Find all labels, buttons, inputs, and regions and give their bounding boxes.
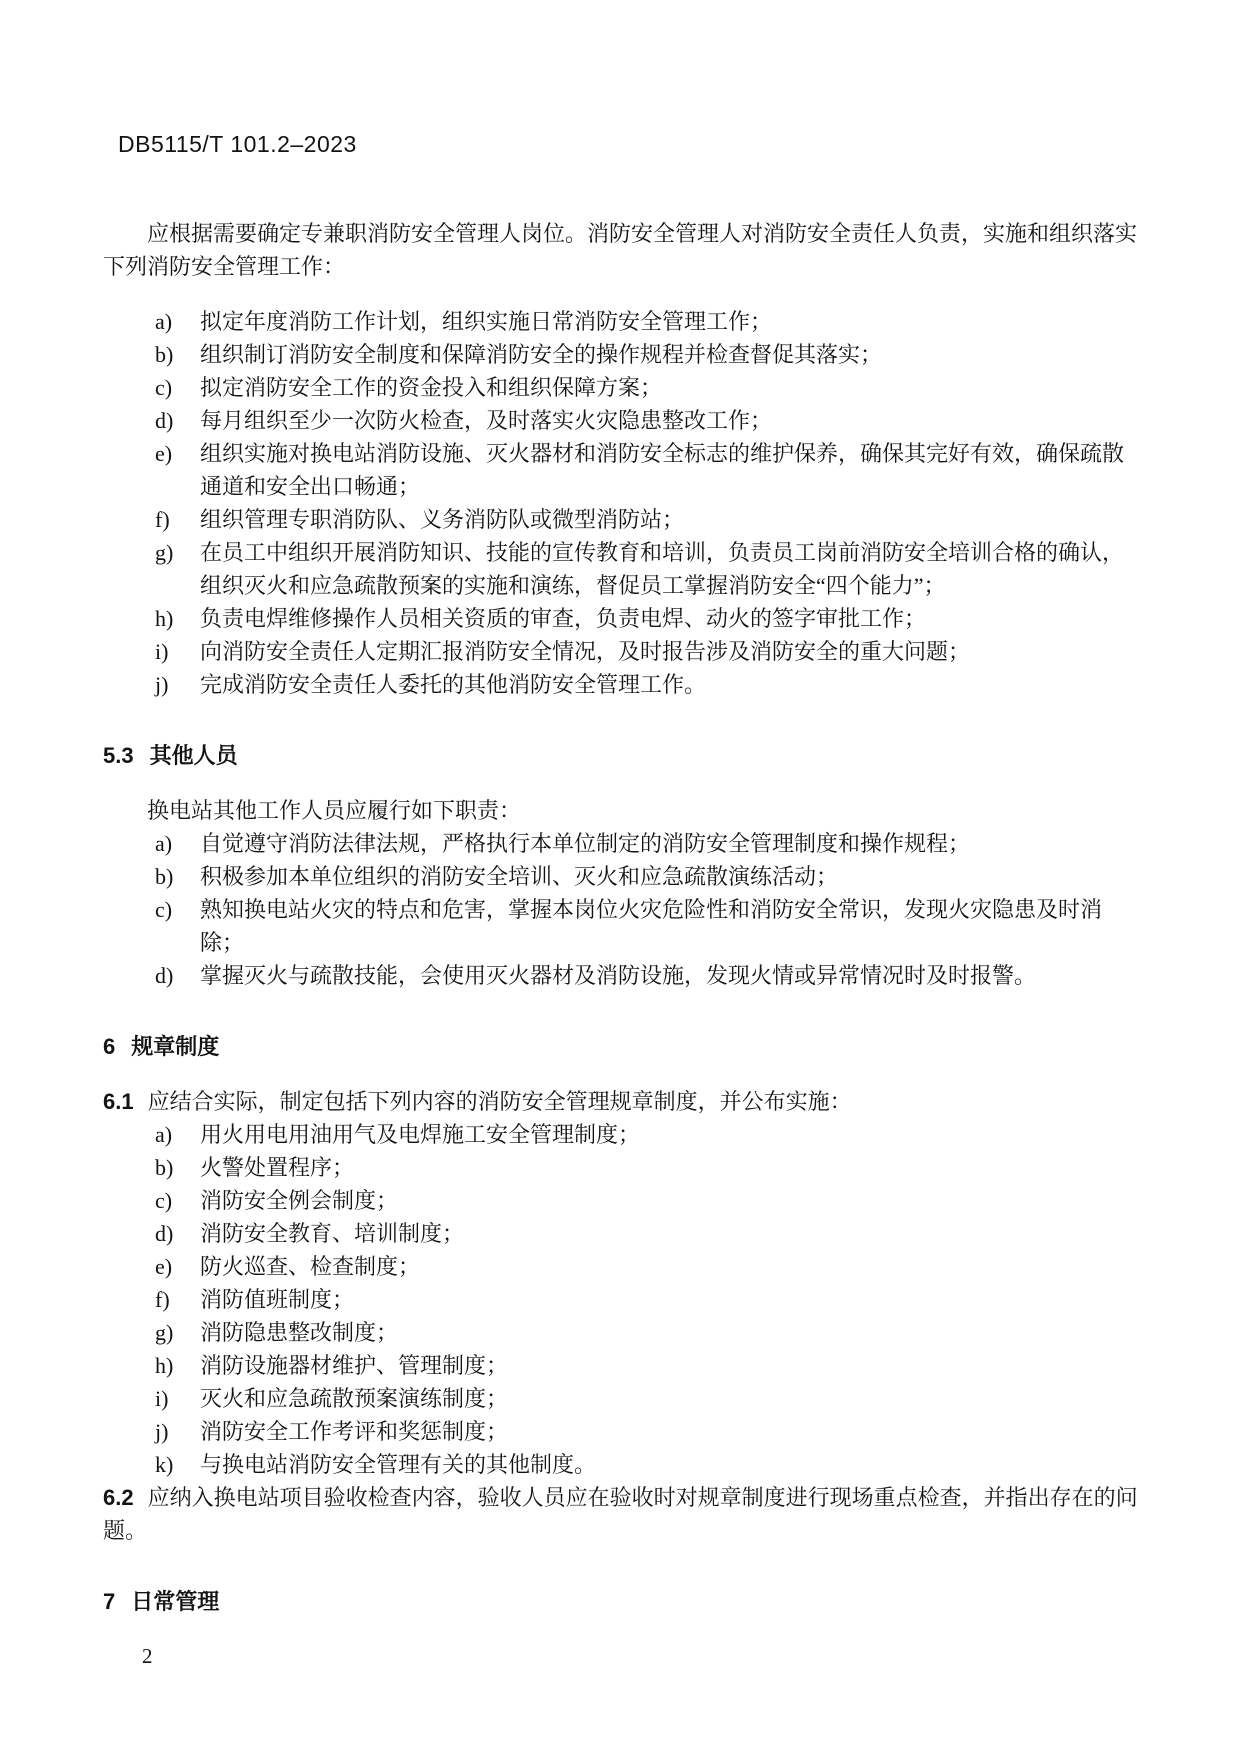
list-item-text: 消防安全工作考评和奖惩制度； <box>200 1419 509 1444</box>
list-item-label: g) <box>155 1320 174 1345</box>
list-6-1-rules <box>103 1118 1141 1481</box>
list-item-text: 消防设施器材维护、管理制度； <box>200 1353 509 1378</box>
list-item <box>103 1118 1141 1151</box>
clause-6-2 <box>103 1481 1141 1547</box>
list-item <box>103 404 1141 437</box>
list-item-text: 积极参加本单位组织的消防安全培训、灭火和应急疏散演练活动； <box>200 864 839 889</box>
list-item-text: 防火巡查、检查制度； <box>200 1254 421 1279</box>
clause-number: 6.2 <box>103 1485 134 1510</box>
list-item-label: a) <box>155 309 173 334</box>
list-item-label: d) <box>155 408 174 433</box>
list-item <box>103 860 1141 893</box>
list-item-text: 消防值班制度； <box>200 1287 355 1312</box>
list-item-text: 消防安全教育、培训制度； <box>200 1221 465 1246</box>
list-item-label: f) <box>155 507 170 532</box>
list-item-text: 自觉遵守消防法律法规，严格执行本单位制定的消防安全管理制度和操作规程； <box>200 831 971 856</box>
clause-6-1 <box>103 1085 1141 1118</box>
clause-text: 应结合实际，制定包括下列内容的消防安全管理规章制度，并公布实施： <box>147 1089 852 1114</box>
list-item-label: j) <box>155 1419 169 1444</box>
list-item-text: 用火用电用油用气及电焊施工安全管理制度； <box>200 1122 641 1147</box>
list-item <box>103 1184 1141 1217</box>
list-item-text: 拟定年度消防工作计划，组织实施日常消防安全管理工作； <box>200 309 773 334</box>
list-item <box>103 635 1141 668</box>
list-item-text: 在员工中组织开展消防知识、技能的宣传教育和培训，负责员工岗前消防安全培训合格的确认，组织灭火和应急疏散预案的实施和演练，督促员工掌握消防安全“四个能力”； <box>200 540 1125 598</box>
list-item <box>103 959 1141 992</box>
list-item <box>103 602 1141 635</box>
section-6-heading <box>103 1030 1141 1063</box>
list-item-label: e) <box>155 441 173 466</box>
list-item <box>103 371 1141 404</box>
clause-number: 6.1 <box>103 1089 134 1114</box>
section-number: 7 <box>103 1589 116 1614</box>
list-item-text: 负责电焊维修操作人员相关资质的审查，负责电焊、动火的签字审批工作； <box>200 606 927 631</box>
paragraph-5-2-duties: 应根据需要确定专兼职消防安全管理人岗位。消防安全管理人对消防安全责任人负责，实施和组织落实下列消防安全管理工作： <box>103 221 1138 279</box>
list-item <box>103 536 1141 602</box>
list-item-label: c) <box>155 897 173 922</box>
section-title: 其他人员 <box>149 743 238 768</box>
list-item-text: 消防安全例会制度； <box>200 1188 399 1213</box>
list-item <box>103 1382 1141 1415</box>
list-item <box>103 1151 1141 1184</box>
section-7-heading <box>103 1585 1141 1618</box>
list-item-label: b) <box>155 342 174 367</box>
page-number: 2 <box>142 1644 153 1668</box>
list-item-text: 向消防安全责任人定期汇报消防安全情况，及时报告涉及消防安全的重大问题； <box>200 639 971 664</box>
list-item-text: 熟知换电站火灾的特点和危害，掌握本岗位火灾危险性和消防安全常识，发现火灾隐患及时消除； <box>200 897 1103 955</box>
list-item-label: h) <box>155 1353 174 1378</box>
section-title: 规章制度 <box>131 1034 220 1059</box>
list-item <box>103 1316 1141 1349</box>
list-item-label: e) <box>155 1254 173 1279</box>
list-item <box>103 1283 1141 1316</box>
list-item-text: 灭火和应急疏散预案演练制度； <box>200 1386 509 1411</box>
list-item <box>103 1415 1141 1448</box>
list-item-label: c) <box>155 375 173 400</box>
list-item-text: 组织制订消防安全制度和保障消防安全的操作规程并检查督促其落实； <box>200 342 883 367</box>
list-item-text: 每月组织至少一次防火检查，及时落实火灾隐患整改工作； <box>200 408 773 433</box>
list-item-label: a) <box>155 1122 173 1147</box>
section-number: 5.3 <box>103 743 134 768</box>
list-item <box>103 338 1141 371</box>
standard-number: DB5115/T 101.2–2023 <box>118 131 357 157</box>
list-item-label: a) <box>155 831 173 856</box>
list-item <box>103 1349 1141 1382</box>
list-item-label: b) <box>155 864 174 889</box>
list-5-3-other-staff-duties <box>103 827 1141 992</box>
list-item-text: 组织管理专职消防队、义务消防队或微型消防站； <box>200 507 685 532</box>
list-item-label: d) <box>155 1221 174 1246</box>
list-item <box>103 503 1141 536</box>
list-item-label: b) <box>155 1155 174 1180</box>
list-item <box>103 893 1141 959</box>
list-item-text: 与换电站消防安全管理有关的其他制度。 <box>200 1452 597 1477</box>
list-item <box>103 437 1141 503</box>
list-item-text: 消防隐患整改制度； <box>200 1320 399 1345</box>
list-item <box>103 668 1141 701</box>
list-item <box>103 827 1141 860</box>
list-item <box>103 1217 1141 1250</box>
paragraph-5-3-intro: 换电站其他工作人员应履行如下职责： <box>147 798 522 823</box>
section-number: 6 <box>103 1034 116 1059</box>
list-5-2-manager-duties <box>103 305 1141 701</box>
section-title: 日常管理 <box>131 1589 220 1614</box>
list-item-label: f) <box>155 1287 170 1312</box>
list-item-label: d) <box>155 963 174 988</box>
list-item-text: 完成消防安全责任人委托的其他消防安全管理工作。 <box>200 672 707 697</box>
list-item-text: 火警处置程序； <box>200 1155 355 1180</box>
list-item-text: 掌握灭火与疏散技能，会使用灭火器材及消防设施，发现火情或异常情况时及时报警。 <box>200 963 1037 988</box>
list-item-label: j) <box>155 672 169 697</box>
list-item-text: 组织实施对换电站消防设施、灭火器材和消防安全标志的维护保养，确保其完好有效，确保疏散通道和安全出口畅通； <box>200 441 1125 499</box>
section-5-3-heading <box>103 739 1141 772</box>
list-item <box>103 1250 1141 1283</box>
list-item-label: g) <box>155 540 174 565</box>
list-item <box>103 1448 1141 1481</box>
list-item-text: 拟定消防安全工作的资金投入和组织保障方案； <box>200 375 663 400</box>
list-item <box>103 305 1141 338</box>
clause-text: 应纳入换电站项目验收检查内容，验收人员应在验收时对规章制度进行现场重点检查，并指出存在的问题。 <box>103 1485 1138 1543</box>
list-item-label: h) <box>155 606 174 631</box>
list-item-label: i) <box>155 639 169 664</box>
list-item-label: k) <box>155 1452 174 1477</box>
list-item-label: c) <box>155 1188 173 1213</box>
list-item-label: i) <box>155 1386 169 1411</box>
